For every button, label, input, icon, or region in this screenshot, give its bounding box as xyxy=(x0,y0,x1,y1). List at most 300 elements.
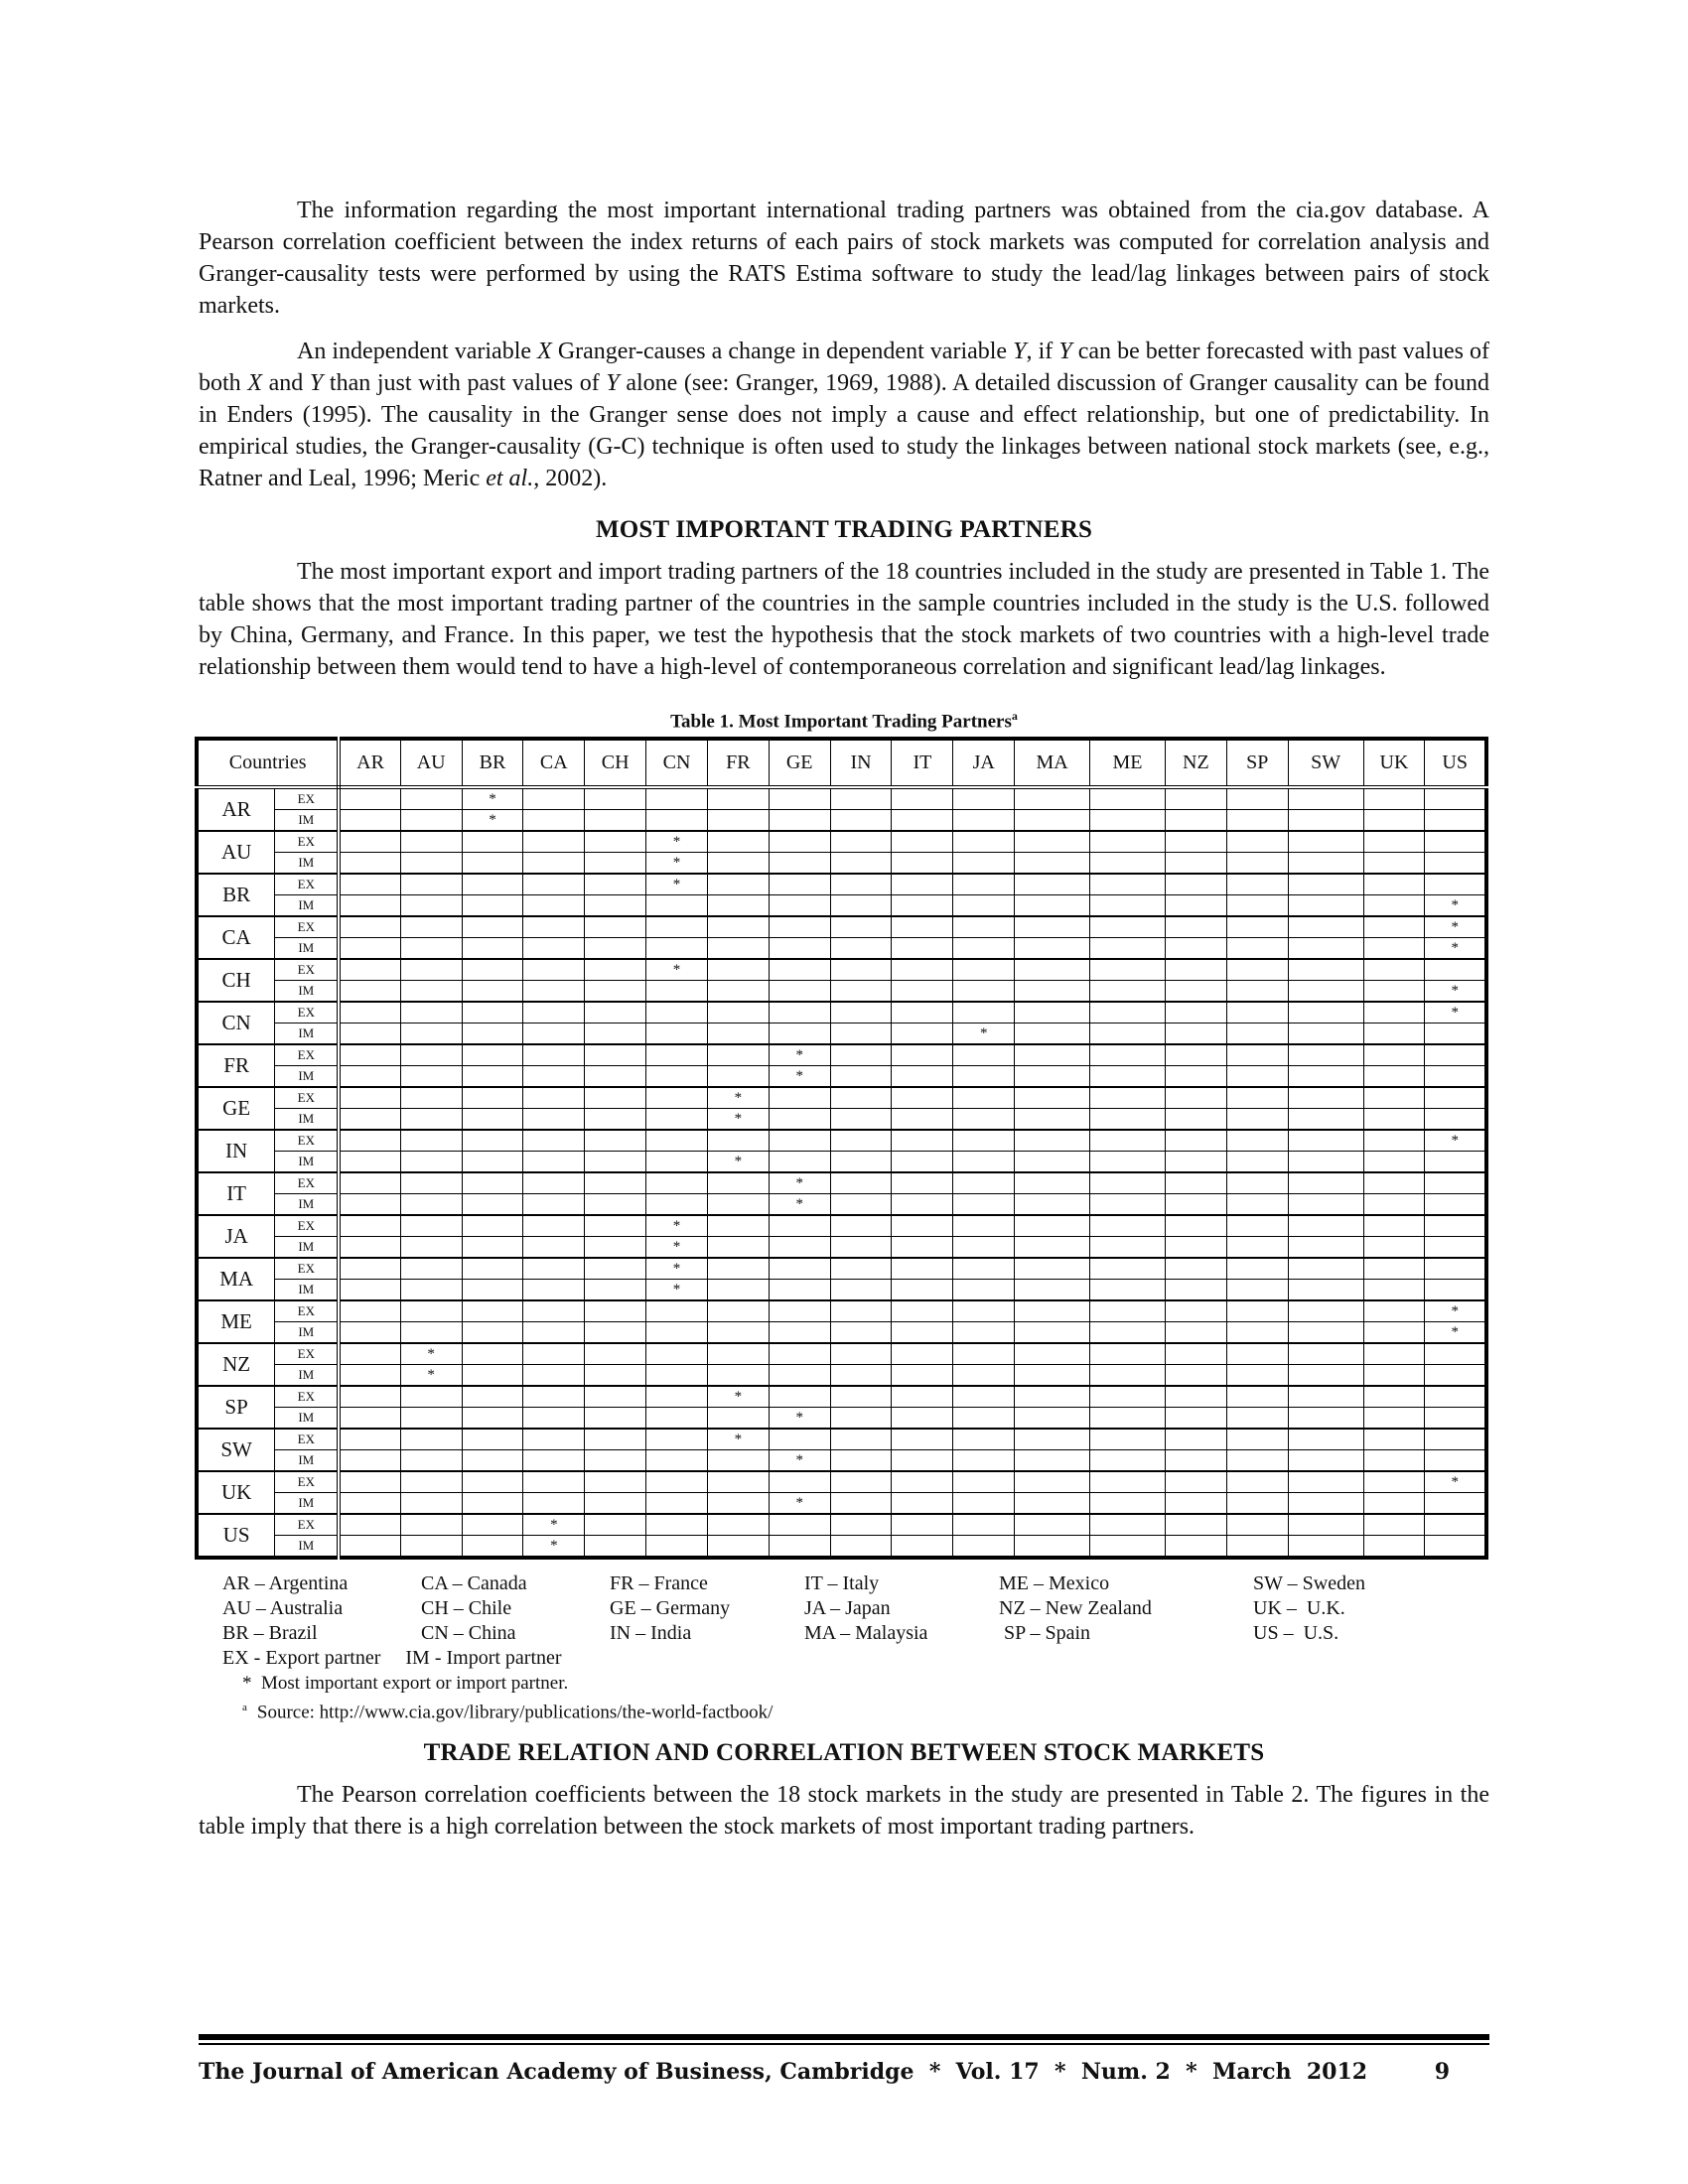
table-cell xyxy=(1226,1172,1288,1194)
table-cell xyxy=(462,1024,523,1045)
table-cell xyxy=(1090,1300,1166,1322)
table-cell xyxy=(585,1471,646,1493)
row-import-label: IM xyxy=(275,1152,340,1173)
table-cell xyxy=(1015,1152,1090,1173)
table-cell xyxy=(400,1429,462,1450)
table-cell xyxy=(1015,1280,1090,1301)
table-cell xyxy=(1015,1408,1090,1430)
table-row xyxy=(197,787,1486,810)
table-cell xyxy=(830,916,892,938)
table-cell xyxy=(1165,1343,1226,1365)
table-cell xyxy=(1090,1215,1166,1237)
table-cell xyxy=(707,1365,769,1387)
table-cell xyxy=(462,1300,523,1322)
table-cell xyxy=(830,1024,892,1045)
table-cell xyxy=(769,810,830,832)
table-cell xyxy=(1226,1002,1288,1024)
table-cell xyxy=(707,981,769,1003)
table-cell xyxy=(1363,1365,1425,1387)
table-cell xyxy=(953,959,1015,981)
row-country: MA xyxy=(197,1258,275,1300)
table-cell xyxy=(1363,874,1425,895)
table-cell xyxy=(953,1514,1015,1536)
table-cell xyxy=(1288,831,1363,853)
row-import-label: IM xyxy=(275,1365,340,1387)
table-cell xyxy=(523,1044,585,1066)
row-export-label: EX xyxy=(275,1258,340,1280)
table-cell xyxy=(462,1087,523,1109)
legend-item: UK – U.K. xyxy=(1253,1597,1345,1620)
table-cell xyxy=(1165,1152,1226,1173)
table-cell xyxy=(646,895,708,917)
row-export-label: EX xyxy=(275,1215,340,1237)
table-cell xyxy=(462,874,523,895)
table-cell xyxy=(953,1429,1015,1450)
table-cell xyxy=(1288,1386,1363,1408)
row-country: IT xyxy=(197,1172,275,1215)
table-cell xyxy=(523,916,585,938)
table-cell xyxy=(646,1172,708,1194)
table-cell xyxy=(585,1514,646,1536)
column-header-uk: UK xyxy=(1363,739,1425,787)
table-cell xyxy=(1090,1237,1166,1259)
partner-mark: * xyxy=(769,1450,830,1472)
table-cell xyxy=(585,1172,646,1194)
table-cell xyxy=(707,959,769,981)
table-cell xyxy=(646,1429,708,1450)
table-cell xyxy=(830,1300,892,1322)
table-cell xyxy=(1090,1408,1166,1430)
table-cell xyxy=(1226,787,1288,810)
table-cell xyxy=(1226,810,1288,832)
table-cell xyxy=(892,1280,953,1301)
table-cell xyxy=(400,1280,462,1301)
row-import-label: IM xyxy=(275,1408,340,1430)
table-cell xyxy=(1015,895,1090,917)
table-cell xyxy=(1363,1408,1425,1430)
note-source-text: Source: http://www.cia.gov/library/publications/the-world-factbook/ xyxy=(256,1702,774,1723)
table-cell xyxy=(462,916,523,938)
table-cell xyxy=(1425,810,1486,832)
column-header-fr: FR xyxy=(707,739,769,787)
table-cell xyxy=(1226,1280,1288,1301)
table-cell xyxy=(400,1471,462,1493)
table-cell xyxy=(1090,1044,1166,1066)
table-cell xyxy=(646,1087,708,1109)
table-body xyxy=(197,787,1486,1558)
table-cell xyxy=(892,1066,953,1088)
table-cell xyxy=(1363,1087,1425,1109)
table-row xyxy=(197,1044,1486,1066)
column-header-in: IN xyxy=(830,739,892,787)
table-cell xyxy=(1363,1536,1425,1559)
table-cell xyxy=(1363,916,1425,938)
table-cell xyxy=(339,1300,400,1322)
row-export-label: EX xyxy=(275,874,340,895)
table-cell xyxy=(646,1194,708,1216)
table-cell xyxy=(1015,1258,1090,1280)
table-cell xyxy=(953,1130,1015,1152)
table-cell xyxy=(892,1109,953,1131)
table-cell xyxy=(1226,1300,1288,1322)
table-cell xyxy=(339,1237,400,1259)
table-cell xyxy=(1090,1343,1166,1365)
table-row xyxy=(197,1343,1486,1365)
table-cell xyxy=(462,1237,523,1259)
table-cell xyxy=(339,1044,400,1066)
table-cell xyxy=(707,895,769,917)
table-cell xyxy=(1165,1280,1226,1301)
table-cell xyxy=(523,1258,585,1280)
table-cell xyxy=(339,1258,400,1280)
table-cell xyxy=(1090,787,1166,810)
table-cell xyxy=(462,981,523,1003)
table-cell xyxy=(400,1002,462,1024)
table-cell xyxy=(1090,1322,1166,1344)
table-cell xyxy=(953,1450,1015,1472)
table-cell xyxy=(1015,1322,1090,1344)
table-cell xyxy=(1090,810,1166,832)
row-export-label: EX xyxy=(275,959,340,981)
partner-mark: * xyxy=(646,1258,708,1280)
table-cell xyxy=(462,1215,523,1237)
table-cell xyxy=(707,1280,769,1301)
table-cell xyxy=(523,959,585,981)
table-cell xyxy=(1090,1066,1166,1088)
table-cell xyxy=(1363,1152,1425,1173)
table-cell xyxy=(953,1152,1015,1173)
table-cell xyxy=(339,959,400,981)
table-cell xyxy=(1165,1471,1226,1493)
table-cell xyxy=(1090,1514,1166,1536)
table-cell xyxy=(1425,1194,1486,1216)
table-cell xyxy=(400,1215,462,1237)
table-cell xyxy=(585,981,646,1003)
table-cell xyxy=(1165,1514,1226,1536)
table-cell xyxy=(953,1002,1015,1024)
table-cell xyxy=(953,831,1015,853)
table-cell xyxy=(830,1408,892,1430)
table-cell xyxy=(892,1408,953,1430)
partner-mark: * xyxy=(769,1194,830,1216)
row-export-label: EX xyxy=(275,787,340,810)
table-cell xyxy=(830,1343,892,1365)
table-cell xyxy=(1288,1087,1363,1109)
partner-mark: * xyxy=(769,1044,830,1066)
table-cell xyxy=(1363,895,1425,917)
table-cell xyxy=(523,1172,585,1194)
table-cell xyxy=(1288,1237,1363,1259)
table-cell xyxy=(1226,1066,1288,1088)
row-import-label: IM xyxy=(275,1450,340,1472)
table-cell xyxy=(769,1536,830,1559)
table-cell xyxy=(339,1322,400,1344)
table-cell xyxy=(1288,981,1363,1003)
row-import-label: IM xyxy=(275,1322,340,1344)
table-cell xyxy=(707,1450,769,1472)
table-cell xyxy=(1015,1194,1090,1216)
journal-citation: The Journal of American Academy of Business, Cambridge * Vol. 17 * Num. 2 * March 2012 xyxy=(199,2059,1368,2085)
table-cell xyxy=(1015,853,1090,875)
table-cell xyxy=(953,1066,1015,1088)
table-cell xyxy=(523,1237,585,1259)
table-cell xyxy=(585,1237,646,1259)
table-cell xyxy=(953,1300,1015,1322)
table-cell xyxy=(1363,1109,1425,1131)
partner-mark: * xyxy=(1425,916,1486,938)
legend-item: BR – Brazil xyxy=(222,1622,318,1645)
table-cell xyxy=(400,1493,462,1515)
table-cell xyxy=(830,1044,892,1066)
table-cell xyxy=(585,853,646,875)
text-run: , 2002). xyxy=(533,466,608,491)
table-cell xyxy=(707,853,769,875)
table-cell xyxy=(769,1024,830,1045)
column-header-ge: GE xyxy=(769,739,830,787)
table-cell xyxy=(769,787,830,810)
legend-ex-im: EX - Export partner IM - Import partner xyxy=(222,1647,562,1670)
legend-item: SP – Spain xyxy=(999,1622,1091,1645)
table-cell xyxy=(646,1471,708,1493)
table-cell xyxy=(1288,1343,1363,1365)
table-cell xyxy=(953,1408,1015,1430)
table-cell xyxy=(523,1471,585,1493)
table-cell xyxy=(585,1024,646,1045)
row-import-label: IM xyxy=(275,938,340,960)
table-cell xyxy=(707,1044,769,1066)
table-cell xyxy=(339,1429,400,1450)
table-cell xyxy=(892,1365,953,1387)
table-cell xyxy=(1015,1087,1090,1109)
table-cell xyxy=(953,1237,1015,1259)
table-cell xyxy=(1425,1343,1486,1365)
table-cell xyxy=(892,831,953,853)
table-cell xyxy=(339,1109,400,1131)
table-row xyxy=(197,1471,1486,1493)
table-cell xyxy=(585,1429,646,1450)
row-export-label: EX xyxy=(275,1471,340,1493)
partner-mark: * xyxy=(646,874,708,895)
table-cell xyxy=(1226,1237,1288,1259)
table-cell xyxy=(1226,1258,1288,1280)
table-cell xyxy=(1425,1087,1486,1109)
table-cell xyxy=(462,1343,523,1365)
text-run: , if xyxy=(1026,339,1059,364)
table-cell xyxy=(1165,1172,1226,1194)
text-run: than just with past values of xyxy=(323,370,607,396)
row-export-label: EX xyxy=(275,1044,340,1066)
var-x: X xyxy=(537,339,552,364)
row-country: ME xyxy=(197,1300,275,1343)
table-cell xyxy=(646,938,708,960)
table-cell xyxy=(1165,1002,1226,1024)
table-cell xyxy=(892,1087,953,1109)
table-cell xyxy=(1165,1130,1226,1152)
table-cell xyxy=(1226,938,1288,960)
table-cell xyxy=(585,831,646,853)
table-cell xyxy=(1015,1471,1090,1493)
row-import-label: IM xyxy=(275,981,340,1003)
table-row xyxy=(197,1172,1486,1194)
table-cell xyxy=(1363,1258,1425,1280)
table-cell xyxy=(1425,1365,1486,1387)
table-cell xyxy=(1226,853,1288,875)
table-cell xyxy=(1288,1172,1363,1194)
table-cell xyxy=(892,1258,953,1280)
column-header-nz: NZ xyxy=(1165,739,1226,787)
table-cell xyxy=(585,1044,646,1066)
legend-grid xyxy=(222,1571,1489,1646)
table-cell xyxy=(1363,1237,1425,1259)
row-export-label: EX xyxy=(275,916,340,938)
partner-mark: * xyxy=(462,810,523,832)
table-row xyxy=(197,810,1486,832)
legend-column xyxy=(1253,1571,1392,1646)
legend-item: JA – Japan xyxy=(804,1597,891,1620)
table-cell xyxy=(462,1408,523,1430)
table-cell xyxy=(953,1536,1015,1559)
table-cell xyxy=(892,916,953,938)
table-cell xyxy=(585,874,646,895)
table-cell xyxy=(339,1130,400,1152)
footer-rule-thick xyxy=(199,2034,1489,2040)
table-cell xyxy=(1226,1215,1288,1237)
legend-column xyxy=(999,1571,1253,1646)
legend-item: CN – China xyxy=(421,1622,516,1645)
table-cell xyxy=(1015,1066,1090,1088)
table-cell xyxy=(1015,1450,1090,1472)
table-cell xyxy=(462,831,523,853)
table-cell xyxy=(1363,1194,1425,1216)
partner-mark: * xyxy=(707,1087,769,1109)
partner-mark: * xyxy=(1425,981,1486,1003)
table-cell xyxy=(1165,1365,1226,1387)
column-header-sp: SP xyxy=(1226,739,1288,787)
table-cell xyxy=(400,1300,462,1322)
table-cell xyxy=(1015,916,1090,938)
table-cell xyxy=(585,1322,646,1344)
table-cell xyxy=(1363,1066,1425,1088)
note-source-sup: a xyxy=(242,1702,247,1714)
table-cell xyxy=(1165,1300,1226,1322)
table-cell xyxy=(892,1429,953,1450)
section-heading-trade-correlation: TRADE RELATION AND CORRELATION BETWEEN STOCK MARKETS xyxy=(423,1738,1265,1766)
table-cell xyxy=(523,1386,585,1408)
table-caption-text: Table 1. Most Important Trading Partners xyxy=(670,711,1012,733)
table-cell xyxy=(523,981,585,1003)
table-cell xyxy=(585,1087,646,1109)
table-cell xyxy=(1090,1002,1166,1024)
table-cell xyxy=(646,1408,708,1430)
table-cell xyxy=(769,1130,830,1152)
table-cell xyxy=(1288,1322,1363,1344)
table-cell xyxy=(523,1365,585,1387)
table-cell xyxy=(1288,1194,1363,1216)
legend-item: US – U.S. xyxy=(1253,1622,1339,1645)
row-country: SW xyxy=(197,1429,275,1471)
table-cell xyxy=(830,1536,892,1559)
table-cell xyxy=(1363,1002,1425,1024)
table-cell xyxy=(1425,1493,1486,1515)
table-cell xyxy=(769,1386,830,1408)
partner-mark: * xyxy=(462,787,523,810)
table-cell xyxy=(953,853,1015,875)
table-cell xyxy=(339,1365,400,1387)
table-cell xyxy=(892,1237,953,1259)
table-cell xyxy=(1226,1408,1288,1430)
legend-item: IT – Italy xyxy=(804,1572,880,1595)
table-row xyxy=(197,1322,1486,1344)
table-cell xyxy=(1363,1514,1425,1536)
table-cell xyxy=(1090,1172,1166,1194)
table-cell xyxy=(892,1152,953,1173)
partner-mark: * xyxy=(646,1237,708,1259)
table-cell xyxy=(1363,959,1425,981)
paragraph-trading-partners: The most important export and import trading partners of the 18 countries included in the study are presented in Table 1. The table shows that the most important trading partner of the countries in the sample countries included in the study is the U.S. followed by China, Germany, and France. In this paper, we test the hypothesis that the stock markets of two countries with a high-level trade relationship between them would tend to have a high-level of contemporaneous correlation and significant lead/lag linkages. xyxy=(199,559,1489,680)
table-cell xyxy=(830,1109,892,1131)
table-row xyxy=(197,1536,1486,1559)
partner-mark: * xyxy=(1425,1322,1486,1344)
legend-item: MA – Malaysia xyxy=(804,1622,928,1645)
table-cell xyxy=(462,1194,523,1216)
table-cell xyxy=(646,1365,708,1387)
row-export-label: EX xyxy=(275,1002,340,1024)
table-cell xyxy=(1363,981,1425,1003)
table-cell xyxy=(646,1493,708,1515)
table-cell xyxy=(769,1300,830,1322)
table-cell xyxy=(400,1044,462,1066)
table-cell xyxy=(1226,895,1288,917)
text-run: Granger-causes a change in dependent variable xyxy=(551,339,1014,364)
row-export-label: EX xyxy=(275,1172,340,1194)
legend-item: CA – Canada xyxy=(421,1572,527,1595)
table-cell xyxy=(1363,1024,1425,1045)
table-cell xyxy=(1363,938,1425,960)
table-cell xyxy=(892,853,953,875)
note-source xyxy=(242,1696,1489,1724)
table-cell xyxy=(953,1322,1015,1344)
table-cell xyxy=(707,1343,769,1365)
table-cell xyxy=(1425,1450,1486,1472)
partner-mark: * xyxy=(523,1514,585,1536)
table-cell xyxy=(400,938,462,960)
table-cell xyxy=(953,1343,1015,1365)
table-cell xyxy=(769,895,830,917)
table-row xyxy=(197,1429,1486,1450)
table-cell xyxy=(1226,1429,1288,1450)
row-import-label: IM xyxy=(275,1024,340,1045)
table-cell xyxy=(707,787,769,810)
table-row xyxy=(197,1365,1486,1387)
table-cell xyxy=(646,1109,708,1131)
table-cell xyxy=(1363,1130,1425,1152)
table-cell xyxy=(523,1087,585,1109)
table-cell xyxy=(400,874,462,895)
table-cell xyxy=(462,1493,523,1515)
table-cell xyxy=(1226,916,1288,938)
table-cell xyxy=(1226,1044,1288,1066)
table-cell xyxy=(1425,1024,1486,1045)
table-cell xyxy=(953,981,1015,1003)
table-cell xyxy=(1363,1343,1425,1365)
table-cell xyxy=(769,1471,830,1493)
table-cell xyxy=(707,1471,769,1493)
table-cell xyxy=(953,1172,1015,1194)
table-cell xyxy=(1165,1087,1226,1109)
table-cell xyxy=(707,1300,769,1322)
table-cell xyxy=(1165,853,1226,875)
table-cell xyxy=(585,1408,646,1430)
